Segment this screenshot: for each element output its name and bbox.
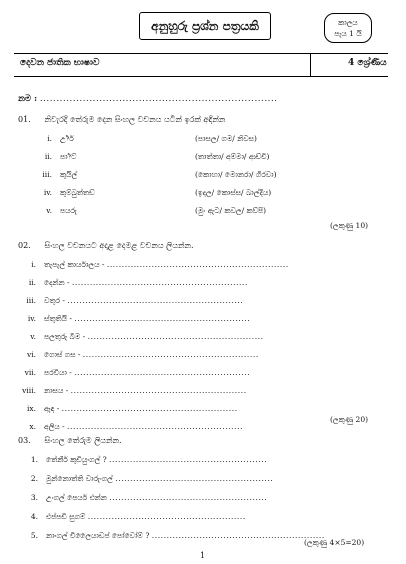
q2-answer-line[interactable]: ........................................................... <box>74 314 251 323</box>
q3-item <box>30 512 246 522</box>
q2-item-number: x. <box>29 422 36 431</box>
q3-item-number: 4. <box>30 512 38 521</box>
q3-item-word: උංගල් පෙයර් එන්න <box>46 493 107 502</box>
question-3-instruction: සිංහල තේරුම ලියන්න. <box>44 436 122 445</box>
subject-divider <box>310 54 311 76</box>
q2-item-word: නාසය - <box>44 386 69 395</box>
question-2-heading <box>18 241 194 251</box>
q2-answer-line[interactable]: ........................................................... <box>87 332 264 341</box>
q2-item-number: iii. <box>26 296 36 305</box>
q3-answer-line[interactable]: ..................................................... <box>115 474 274 483</box>
q2-item <box>27 314 251 324</box>
q2-item <box>24 368 251 378</box>
question-2-number: 02. <box>18 241 31 250</box>
q3-item-word: එප්පඩි සුගම් <box>46 512 86 521</box>
q1-item <box>42 170 78 180</box>
name-dotted-line: ........................................................................ <box>39 94 278 104</box>
q2-item-word: අලිය - <box>44 422 65 431</box>
q2-item-word: දෙන්න - <box>44 278 70 287</box>
q2-item-number: iv. <box>27 314 36 323</box>
q1-item-options[interactable]: (මුං ඇට/ කවල/ කව්පි) <box>195 206 267 215</box>
page-number: 1 <box>200 551 206 560</box>
q2-answer-line[interactable]: ........................................................... <box>70 386 247 395</box>
q2-item-word: තැපැල් කාර්යාලය - <box>44 260 105 269</box>
q1-item <box>47 134 74 144</box>
q2-answer-line[interactable]: ............................................................. <box>106 260 289 269</box>
q2-item-word: ඇඳ - <box>44 404 60 413</box>
q3-item-word: නාංගල් විලෛයාඩප් පෝවෝම් ? <box>46 531 150 540</box>
q1-item <box>43 188 95 198</box>
question-1-heading <box>18 115 225 125</box>
q2-answer-line[interactable]: ........................................................... <box>61 404 238 413</box>
name-field[interactable] <box>18 94 278 104</box>
q2-item-number: vii. <box>24 368 36 377</box>
q2-item <box>26 350 259 360</box>
question-1-number: 01. <box>18 115 31 124</box>
q2-item-number: i. <box>31 260 36 269</box>
q1-item-number: iv. <box>43 188 52 197</box>
question-1-instruction: නිවැරදි තේරුම දෙන සිංහල වචනය යටින් ඉරක් අඳින්න <box>44 115 226 124</box>
q1-item-number: i. <box>47 134 52 143</box>
duration-value: පැය 1 යි <box>334 29 362 38</box>
q3-item <box>30 455 268 465</box>
name-label: නම : <box>18 94 38 104</box>
q1-item-options[interactable]: (ඉදල/ කොස්ස/ බාල්දිය) <box>195 188 272 197</box>
q1-item-word: පා෦ට් <box>60 152 77 161</box>
q3-item-number: 2. <box>30 474 38 483</box>
q1-item-number: v. <box>46 206 52 215</box>
q2-item <box>31 260 289 270</box>
q2-item-word: ස්තුතියි - <box>44 314 72 323</box>
question-1-marks: (ලකුණු 10) <box>330 221 369 230</box>
paper-title: අනුහුරු ප්‍රශ්න පත්‍රයකි <box>139 12 271 40</box>
q2-answer-line[interactable]: ........................................................... <box>71 278 248 287</box>
q2-item <box>29 422 244 432</box>
q2-item-word: පලතුරු බීම - <box>44 332 86 341</box>
subject-name: දෙවන ජාතික භාෂාව <box>20 58 100 68</box>
subject-bar <box>14 53 388 77</box>
q3-item-word: තේනීර් කුඩියුංගල් ? <box>46 455 107 464</box>
q2-answer-line[interactable]: ........................................................... <box>82 350 259 359</box>
q2-item-number: ix. <box>26 404 36 413</box>
question-3-marks: (ලකුණු 4×5=20) <box>304 538 365 547</box>
question-3-number: 03. <box>18 436 31 445</box>
q2-item-word: වතුර - <box>44 296 65 305</box>
q2-item-word: ගොස් ගස - <box>44 350 81 359</box>
q3-item-number: 5. <box>30 531 38 540</box>
q3-answer-line[interactable]: ..................................................... <box>87 512 246 521</box>
grade-label: 4 ශ්‍රේණිය <box>348 58 387 68</box>
q3-item-number: 3. <box>30 493 38 502</box>
q3-item <box>30 531 325 541</box>
duration-label: කාලය <box>338 18 358 27</box>
q1-item-number: iii. <box>42 170 52 179</box>
question-3-heading <box>18 436 122 446</box>
q2-item <box>26 296 244 306</box>
q1-item-word: කුයිල් <box>60 170 78 179</box>
q2-item <box>28 278 248 288</box>
question-2-instruction: සිංහල වචනයට අදාළ දෙමළ වචනය ලියන්න. <box>44 241 194 250</box>
q3-item-word: මුන්නොත්ති වාරුංගල් <box>46 474 113 483</box>
q3-answer-line[interactable]: ..................................................... <box>109 493 268 502</box>
q2-answer-line[interactable]: ........................................................... <box>67 422 244 431</box>
q3-item <box>30 474 274 484</box>
q1-item-options[interactable]: (කොහා/ මොනරා/ ගිරවා) <box>195 170 277 179</box>
q2-item <box>30 332 264 342</box>
q3-item-number: 1. <box>30 455 38 464</box>
q1-item-number: ii. <box>44 152 52 161</box>
q1-item-word: උ෦ර් <box>60 134 74 143</box>
question-2-marks: (ලකුණු 20) <box>330 415 369 424</box>
q2-item <box>22 386 247 396</box>
q3-answer-line[interactable]: .......................................................... <box>151 531 325 540</box>
q3-answer-line[interactable]: ..................................................... <box>109 455 268 464</box>
q2-answer-line[interactable]: ........................................................... <box>74 368 251 377</box>
q1-item <box>46 206 77 216</box>
q1-item <box>44 152 77 162</box>
q1-item-word: කුම්බුත්තඩ් <box>60 188 95 197</box>
q1-item-word: පයරු <box>60 206 77 215</box>
q2-answer-line[interactable]: ........................................................... <box>67 296 244 305</box>
q3-item <box>30 493 268 503</box>
q2-item-word: පරවියා - <box>44 368 72 377</box>
q2-item <box>26 404 238 414</box>
q2-item-number: v. <box>30 332 36 341</box>
q2-item-number: ii. <box>28 278 36 287</box>
q1-item-options[interactable]: (තාත්තා/ අම්මා/ ආච්චි) <box>195 152 270 161</box>
q1-item-options[interactable]: (පාසල/ ගම/ නිවස) <box>195 134 257 143</box>
q2-item-number: viii. <box>22 386 36 395</box>
duration-box <box>324 13 372 43</box>
q2-item-number: vi. <box>26 350 36 359</box>
